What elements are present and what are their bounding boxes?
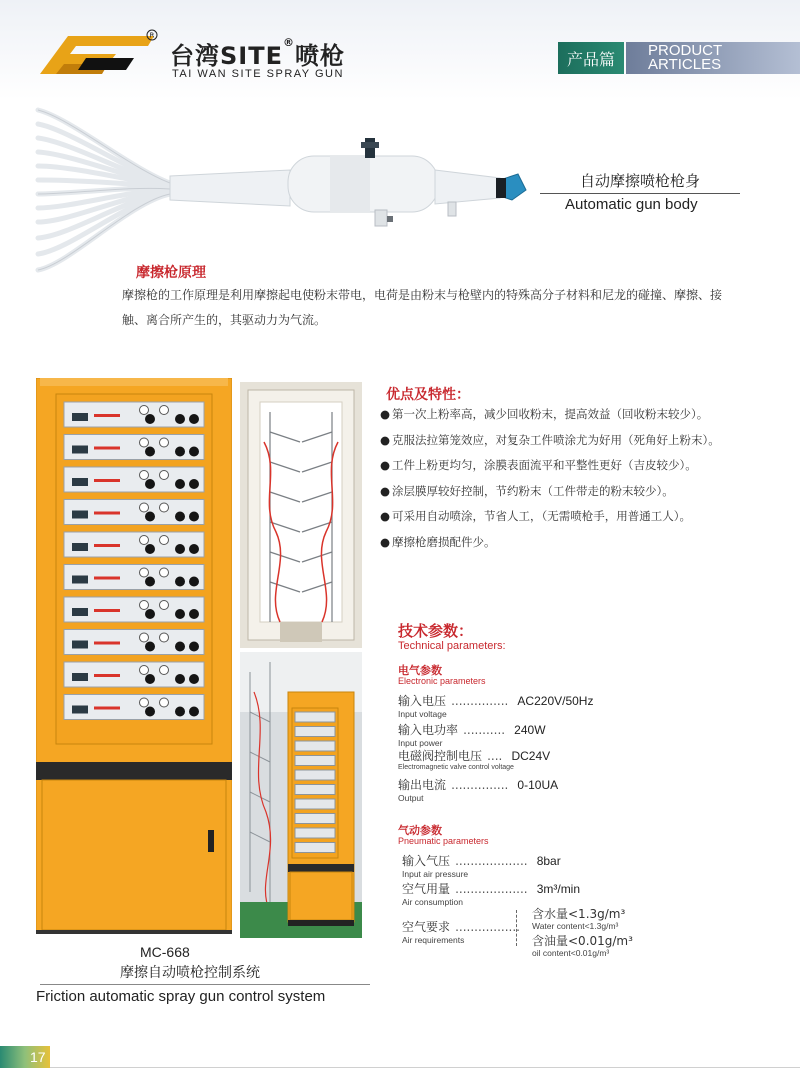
brand-title: 台湾SITE®喷枪 [170, 36, 345, 70]
gun-caption-en: Automatic gun body [565, 196, 698, 213]
param-row: 空气用量 ................... 3m³/min Air consumption [402, 882, 581, 907]
controller-unit [64, 467, 204, 492]
controller-unit [64, 402, 204, 427]
installed-system-photo [240, 652, 362, 938]
mini-controller-unit [295, 741, 335, 751]
feature-item: ● 可采用自动喷涂，节省人工，（无需喷枪手，用普通工人）。 [380, 504, 790, 530]
tech-heading: 技术参数： [398, 622, 474, 640]
spray-booth-photo [240, 382, 362, 648]
system-model: MC-668 [140, 944, 190, 960]
system-name-en: Friction automatic spray gun control system [36, 988, 326, 1005]
footer-rule [50, 1067, 800, 1068]
control-cabinet-image [36, 378, 232, 934]
section-tab-en: PRODUCT ARTICLES [626, 42, 800, 74]
pneumatic-heading: 气动参数 Pneumatic parameters [398, 824, 489, 846]
feature-item: ● 工件上粉更均匀，涂膜表面流平和平整性更好（吉皮较少）。 [380, 453, 790, 479]
electronic-heading: 电气参数 Electronic parameters [398, 664, 486, 686]
param-row: 空气要求 ................. Air requirements [402, 920, 520, 945]
caption-divider [540, 193, 740, 194]
page-number: 17 [0, 1046, 50, 1068]
param-row: 输出电流 ............... 0-10UA Output [398, 778, 559, 803]
param-row: 电磁阀控制电压 .... DC24V Electromagnetic valve control voltage [398, 749, 551, 771]
controller-unit [64, 662, 204, 687]
param-row: 输入气压 ................... 8bar Input air pressure [402, 854, 561, 879]
principle-text: 摩擦枪的工作原理是利用摩擦起电使粉末带电，电荷是由粉末与枪壁内的特殊高分子材料和尼龙的碰撞、摩擦、接触、离合所产生的，其驱动力为气流。 [122, 288, 723, 327]
section-tab-cn: 产品篇 [558, 42, 624, 74]
tech-heading-en: Technical parameters: [398, 640, 506, 652]
mini-controller-unit [295, 843, 335, 853]
controller-unit [64, 630, 204, 655]
controller-unit [64, 435, 204, 460]
svg-text:R: R [149, 31, 155, 40]
water-content: 含水量<1.3g/m³ Water content<1.3g/m³ [532, 907, 626, 931]
site-logo-icon [30, 28, 160, 84]
mini-controller-unit [295, 712, 335, 722]
requirements-bracket [516, 910, 523, 946]
system-name-cn: 摩擦自动喷枪控制系统 [120, 965, 260, 981]
principle-heading: 摩擦枪原理 [136, 265, 206, 281]
controller-unit [64, 565, 204, 590]
feature-item: ● 摩擦枪磨损配件少。 [380, 530, 790, 556]
controller-unit [64, 695, 204, 720]
mini-controller-unit [295, 828, 335, 838]
mini-controller-unit [295, 814, 335, 824]
mini-controller-unit [295, 770, 335, 780]
features-heading: 优点及特性： [386, 387, 470, 403]
mini-controller-unit [295, 727, 335, 737]
mini-controller-unit [295, 799, 335, 809]
mini-controller-unit [295, 756, 335, 766]
feature-item: ● 克服法拉第笼效应，对复杂工件喷涂尤为好用（死角好上粉末）。 [380, 428, 790, 454]
mini-controller-unit [295, 785, 335, 795]
system-caption-divider [40, 984, 370, 985]
controller-unit [64, 532, 204, 557]
controller-unit [64, 500, 204, 525]
feature-item: ● 第一次上粉率高，减少回收粉末，提高效益（回收粉末较少）。 [380, 402, 790, 428]
gun-caption-cn: 自动摩擦喷枪枪身 [580, 172, 701, 190]
automatic-gun-body-image [30, 98, 550, 283]
feature-item: ● 涂层膜厚较好控制，节约粉末（工件带走的粉末较少）。 [380, 479, 790, 505]
oil-content: 含油量<0.01g/m³ oil content<0.01g/m³ [532, 934, 633, 958]
param-row: 输入电功率 ........... 240W Input power [398, 723, 546, 748]
param-row: 输入电压 ............... AC220V/50Hz Input voltage [398, 694, 594, 719]
brand-subtitle: TAI WAN SITE SPRAY GUN [172, 68, 344, 80]
features-list [380, 402, 790, 555]
controller-unit [64, 597, 204, 622]
